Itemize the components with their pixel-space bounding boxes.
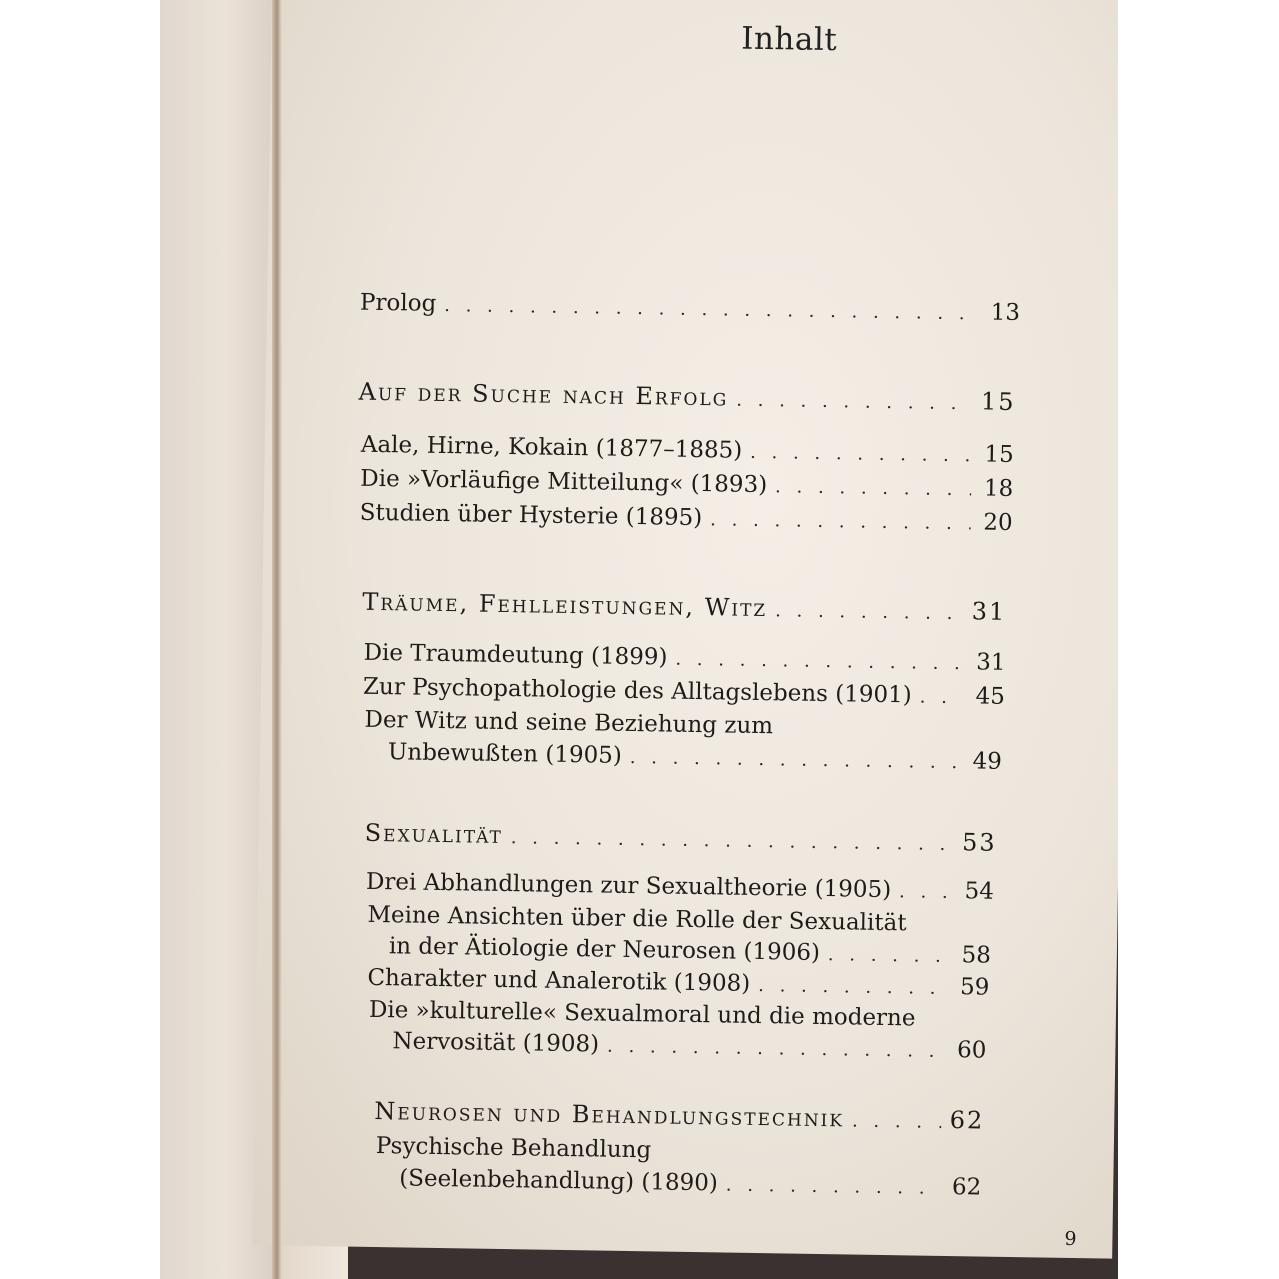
toc-entry bbox=[366, 869, 994, 905]
entry-page: 13 bbox=[990, 299, 1021, 327]
entry-page: 45 bbox=[975, 683, 1006, 710]
leader-dots bbox=[920, 687, 964, 709]
table-of-contents bbox=[252, 0, 1118, 1259]
toc-section-2 bbox=[362, 588, 1006, 626]
leader-dots bbox=[726, 1175, 940, 1199]
leader-dots bbox=[775, 476, 971, 500]
section-title: Sexualität bbox=[364, 818, 504, 849]
book-photo bbox=[160, 0, 1118, 1279]
leader-dots bbox=[736, 390, 973, 415]
entry-title: in der Ätiologie der Neurosen (1906) bbox=[388, 933, 821, 966]
entry-page: 58 bbox=[961, 942, 992, 969]
entry-title: Die Traumdeutung (1899) bbox=[363, 639, 668, 671]
entry-page: 18 bbox=[983, 475, 1014, 502]
page-title: Inhalt bbox=[740, 20, 838, 59]
leader-dots bbox=[630, 747, 960, 773]
section-page: 53 bbox=[961, 828, 997, 857]
entry-title: Charakter und Analerotik (1908) bbox=[367, 964, 751, 997]
leader-dots bbox=[511, 827, 955, 855]
entry-title: Unbewußten (1905) bbox=[387, 739, 623, 769]
entry-title: Die »Vorläufige Mitteilung« (1893) bbox=[360, 465, 768, 499]
entry-title: Drei Abhandlungen zur Sexualtheorie (1905) bbox=[365, 868, 892, 904]
entry-title: Prolog bbox=[359, 289, 437, 317]
leader-dots bbox=[675, 649, 963, 675]
section-page: 31 bbox=[971, 597, 1007, 626]
leader-dots bbox=[899, 881, 952, 903]
entry-page: 31 bbox=[975, 649, 1006, 676]
section-title: Auf der Suche nach Erfolg bbox=[358, 377, 729, 412]
page-edge bbox=[272, 0, 282, 1279]
section-page: 15 bbox=[980, 387, 1016, 416]
leader-dots bbox=[828, 944, 949, 967]
toc-entry bbox=[363, 674, 1005, 710]
leader-dots bbox=[852, 1110, 942, 1132]
entry-title: Studien über Hysterie (1895) bbox=[359, 499, 703, 532]
toc-entry bbox=[389, 933, 991, 968]
toc-entry bbox=[392, 1028, 986, 1063]
section-title: Träume, Fehlleistungen, Witz bbox=[362, 587, 768, 623]
section-title: Neurosen und Behandlungstechnik bbox=[374, 1096, 845, 1133]
entry-first-line: Der Witz und seine Beziehung zum bbox=[364, 706, 774, 740]
section-page: 62 bbox=[949, 1106, 985, 1135]
entry-first-line: Psychische Behandlung bbox=[375, 1133, 652, 1164]
entry-first-line: Meine Ansichten über die Rolle der Sexualität bbox=[367, 901, 907, 937]
toc-entry bbox=[360, 500, 1013, 536]
entry-title: Nervosität (1908) bbox=[392, 1028, 600, 1058]
page-number: 9 bbox=[1064, 1227, 1077, 1251]
right-page bbox=[252, 0, 1118, 1259]
toc-entry bbox=[361, 432, 1014, 468]
leader-dots bbox=[758, 975, 947, 999]
toc-section-1 bbox=[358, 378, 1015, 416]
toc-entry bbox=[399, 1165, 981, 1200]
leader-dots bbox=[444, 295, 978, 324]
entry-page: 62 bbox=[951, 1174, 982, 1201]
entry-page: 20 bbox=[983, 509, 1013, 536]
entry-page: 54 bbox=[964, 878, 995, 905]
toc-section-3 bbox=[365, 819, 997, 857]
leader-dots bbox=[750, 442, 972, 466]
entry-page: 60 bbox=[956, 1037, 987, 1064]
toc-section-4 bbox=[374, 1097, 984, 1135]
leader-dots bbox=[607, 1036, 945, 1062]
toc-entry-prolog bbox=[360, 290, 1020, 326]
entry-first-line: Die »kulturelle« Sexualmoral und die moderne bbox=[368, 996, 916, 1032]
leader-dots bbox=[775, 600, 964, 624]
toc-entry bbox=[388, 739, 1002, 775]
entry-page: 49 bbox=[972, 748, 1003, 775]
entry-title: (Seelenbehandlung) (1890) bbox=[399, 1165, 719, 1197]
entry-title: Zur Psychopathologie des Alltagslebens (1901) bbox=[362, 673, 912, 709]
toc-entry bbox=[363, 640, 1005, 676]
entry-page: 15 bbox=[984, 441, 1014, 468]
entry-page: 59 bbox=[959, 974, 990, 1001]
toc-entry bbox=[360, 466, 1013, 502]
leader-dots bbox=[710, 509, 971, 534]
entry-title: Aale, Hirne, Kokain (1877–1885) bbox=[360, 431, 743, 464]
toc-entry bbox=[367, 965, 989, 1001]
